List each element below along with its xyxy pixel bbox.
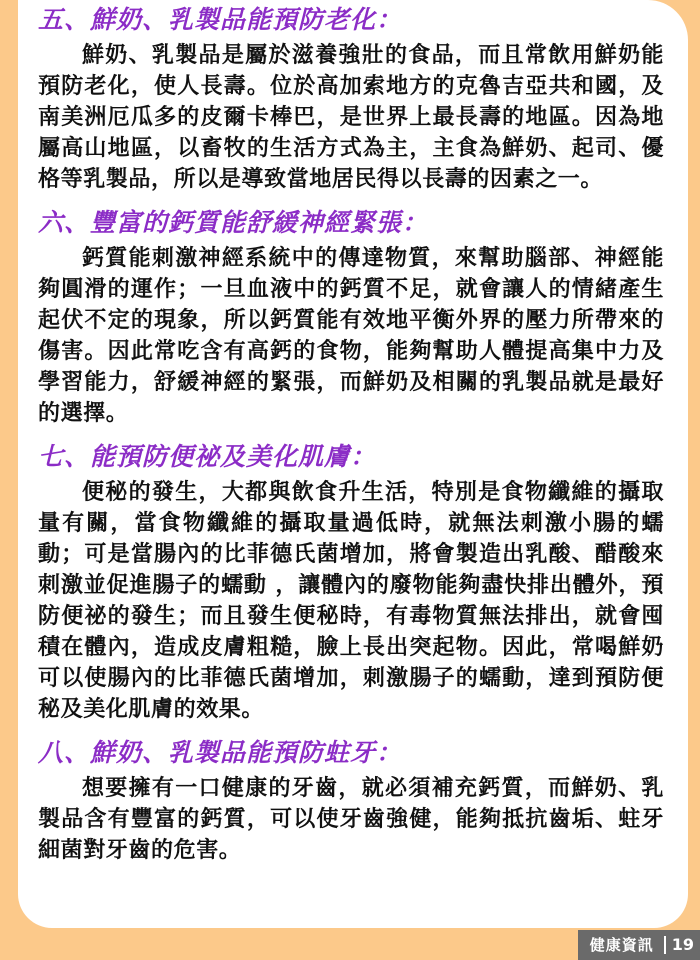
section-constipation-skin [38, 439, 664, 725]
footer-section-label: 健康資訊 [590, 936, 666, 954]
section-anti-aging [38, 2, 664, 195]
section-heading: 八、鮮奶、乳製品能預防蛀牙： [38, 738, 403, 767]
article-content [38, 2, 664, 876]
section-body: 便秘的發生，大都與飲食升生活，特別是食物纖維的攝取量有關，當食物纖維的攝取量過低時，就無法刺激小腸的蠕動；可是當腸內的比菲德氏菌增加，將會製造出乳酸、醋酸來刺激並促進腸子的蠕動 ，讓體內的廢物能夠盡快排出體外，預防便祕的發生；而且發生便秘時，有毒物質無法排出，就會囤積在體內，造成皮膚粗糙，臉上長出突起物。因此，常喝鮮奶可以使腸內的比菲德氏菌增加，刺激腸子的蠕動，達到預防便秘及美化肌膚的效果。 [38, 480, 664, 722]
section-body: 鈣質能刺激神經系統中的傳達物質，來幫助腦部、神經能夠圓滑的運作；一旦血液中的鈣質不足，就會讓人的情緒產生起伏不定的現象，所以鈣質能有效地平衡外界的壓力所帶來的傷害。因此常吃含有高鈣的食物，能夠幫助人體提高集中力及學習能力，舒緩神經的緊張，而鮮奶及相關的乳製品就是最好的選擇。 [38, 246, 664, 426]
section-heading: 七、能預防便祕及美化肌膚： [38, 442, 377, 471]
section-calcium-nerves [38, 205, 664, 429]
section-body: 鮮奶、乳製品是屬於滋養強壯的食品，而且常飲用鮮奶能預防老化，使人長壽。位於高加索地方的克魯吉亞共和國，及南美洲厄瓜多的皮爾卡棒巴，是世界上最長壽的地區。因為地屬高山地區，以畜牧的生活方式為主，主食為鮮奶、起司、優格等乳製品，所以是導致當地居民得以長壽的因素之一。 [38, 43, 664, 192]
section-body: 想要擁有一口健康的牙齒，就必須補充鈣質，而鮮奶、乳製品含有豐富的鈣質，可以使牙齒強健，能夠抵抗齒垢、蛀牙細菌對牙齒的危害。 [38, 776, 664, 863]
section-heading: 六、豐富的鈣質能舒緩神經緊張： [38, 208, 429, 237]
section-heading: 五、鮮奶、乳製品能預防老化： [38, 5, 403, 34]
page-number: 19 [671, 935, 694, 954]
page-footer [578, 930, 700, 960]
section-tooth-decay [38, 735, 664, 866]
